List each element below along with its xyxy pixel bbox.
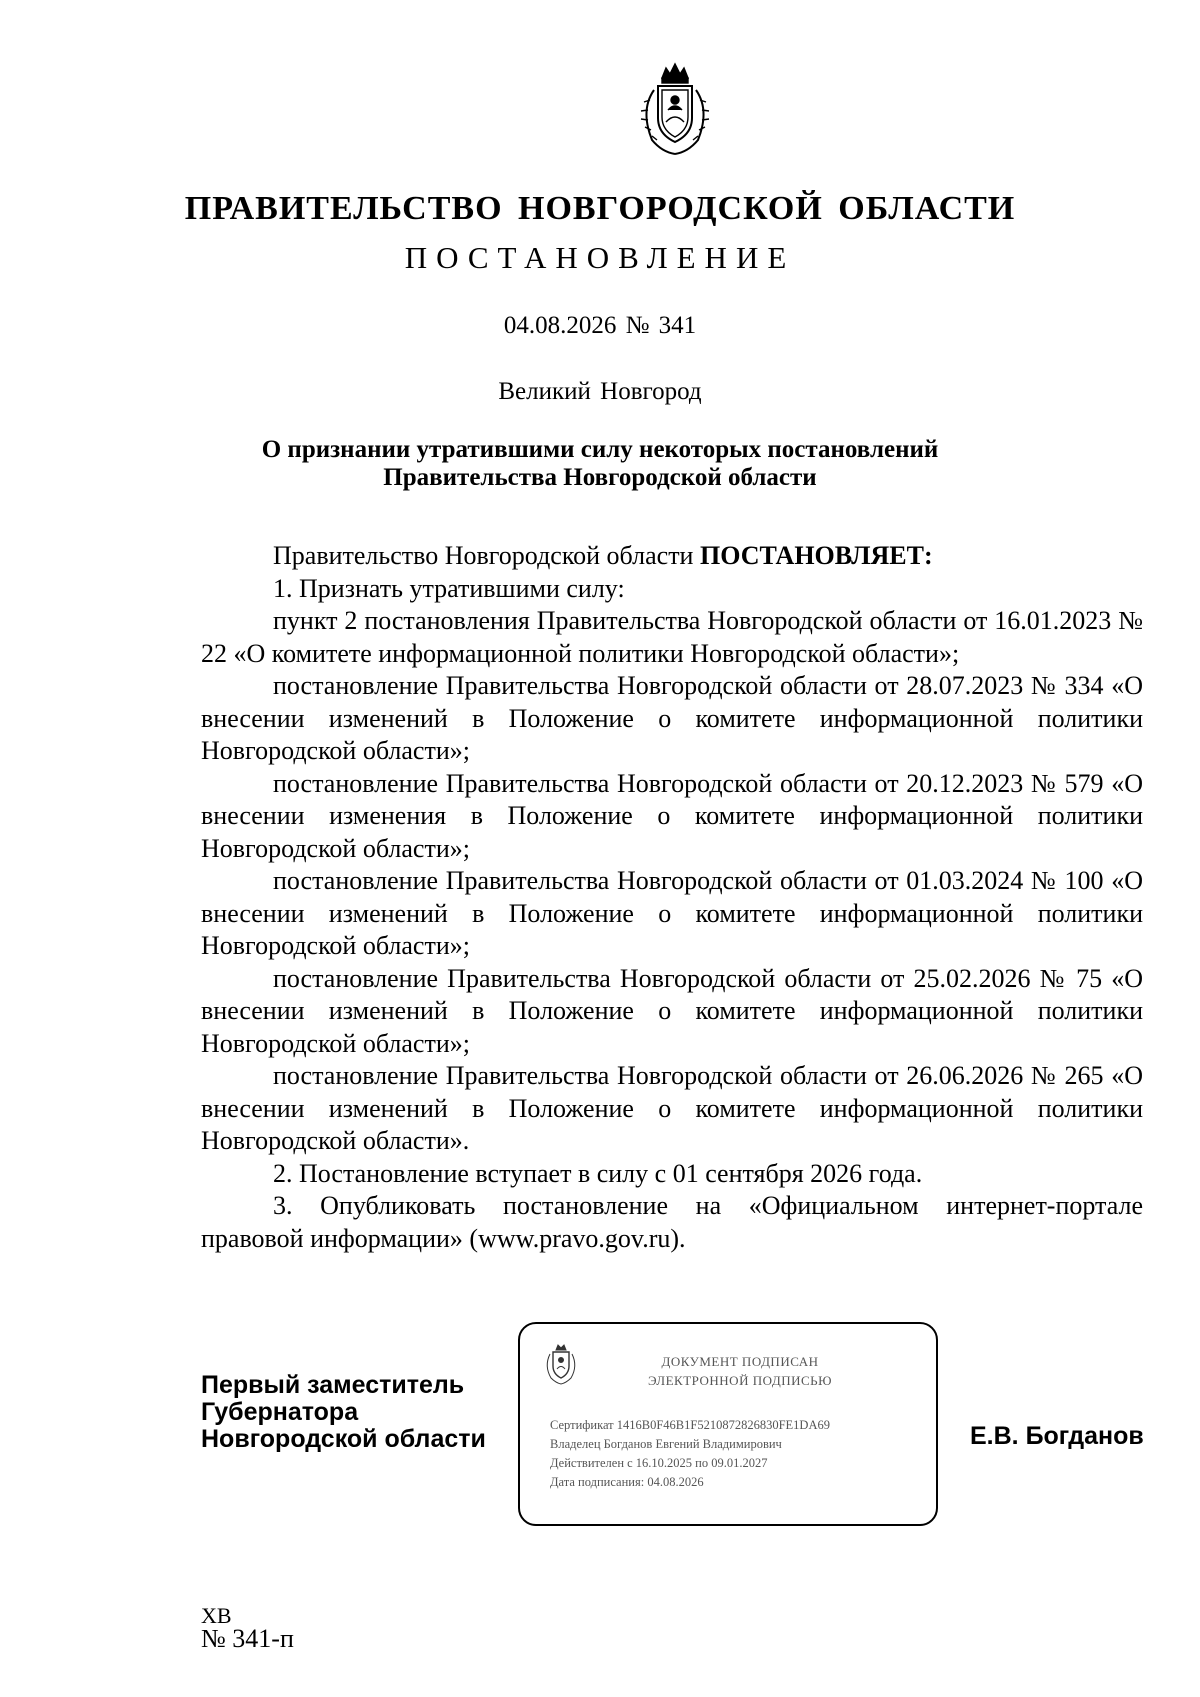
repealed-item: пункт 2 постановления Правительства Новгородской области от 16.01.2023 № 22 «О комитете информационной политики Новгородской области»; [201, 606, 1143, 668]
repealed-item: постановление Правительства Новгородской области от 28.07.2023 № 334 «О внесении изменений в Положение о комитете информационной политики Новгородской области»; [201, 671, 1143, 765]
stamp-title [620, 1352, 860, 1390]
subject-line-1: О признании утратившими силу некоторых постановлений [261, 436, 939, 463]
document-subject [0, 436, 1200, 492]
paragraph-3: 3. Опубликовать постановление на «Официальном интернет-портале правовой информации» (www.pravo.gov.ru). [201, 1191, 1143, 1253]
document-date-number: 04.08.2026 № 341 [503, 312, 697, 339]
paragraph-1: 1. Признать утратившими силу: [273, 573, 625, 603]
repealed-item: постановление Правительства Новгородской области от 25.02.2026 № 75 «О внесении изменений в Положение о комитете информационной политики Новгородской области»; [201, 963, 1143, 1058]
subject-line-2: Правительства Новгородской области [383, 464, 817, 491]
stamp-title-line-1: ДОКУМЕНТ ПОДПИСАН [661, 1354, 819, 1369]
stamp-signed-date: Дата подписания: 04.08.2026 [550, 1475, 704, 1489]
coat-of-arms-emblem [632, 60, 718, 158]
document-type: ПОСТАНОВЛЕНИЕ [404, 240, 796, 275]
decree-statement [201, 540, 1143, 573]
signatory-position [201, 1372, 486, 1453]
position-line-3: Новгородской области [201, 1425, 486, 1453]
organization-title: ПРАВИТЕЛЬСТВО НОВГОРОДСКОЙ ОБЛАСТИ [184, 190, 1016, 227]
electronic-signature-stamp [518, 1322, 938, 1526]
decree-prefix: Правительство Новгородской области [273, 541, 700, 570]
footer-document-number: № 341-п [201, 1624, 294, 1653]
repealed-item: постановление Правительства Новгородской области от 20.12.2023 № 579 «О внесении изменения в Положение о комитете информационной политики Новгородской области»; [201, 768, 1143, 863]
repealed-item: постановление Правительства Новгородской области от 26.06.2026 № 265 «О внесении изменений в Положение о комитете информационной политики Новгородской области». [201, 1061, 1143, 1155]
stamp-certificate: Сертификат 1416B0F46B1F5210872826830FE1DA69 [550, 1418, 830, 1432]
document-body [201, 540, 1143, 1255]
stamp-validity: Действителен с 16.10.2025 по 09.01.2027 [550, 1456, 768, 1470]
stamp-owner: Владелец Богданов Евгений Владимирович [550, 1437, 782, 1451]
stamp-details [550, 1416, 830, 1492]
stamp-title-line-2: ЭЛЕКТРОННОЙ ПОДПИСЬЮ [648, 1373, 832, 1388]
document-city: Великий Новгород [498, 378, 702, 405]
repealed-item: постановление Правительства Новгородской области от 01.03.2024 № 100 «О внесении изменений в Положение о комитете информационной политики Новгородской области»; [201, 866, 1143, 960]
position-line-1: Первый заместитель [201, 1371, 465, 1399]
signatory-name: Е.В. Богданов [970, 1422, 1144, 1450]
stamp-emblem-icon [542, 1342, 580, 1386]
paragraph-2: 2. Постановление вступает в силу с 01 сентября 2026 года. [273, 1158, 923, 1188]
footer-code: ХВ [201, 1603, 232, 1628]
decree-word: ПОСТАНОВЛЯЕТ: [699, 541, 933, 570]
position-line-2: Губернатора [201, 1398, 359, 1426]
